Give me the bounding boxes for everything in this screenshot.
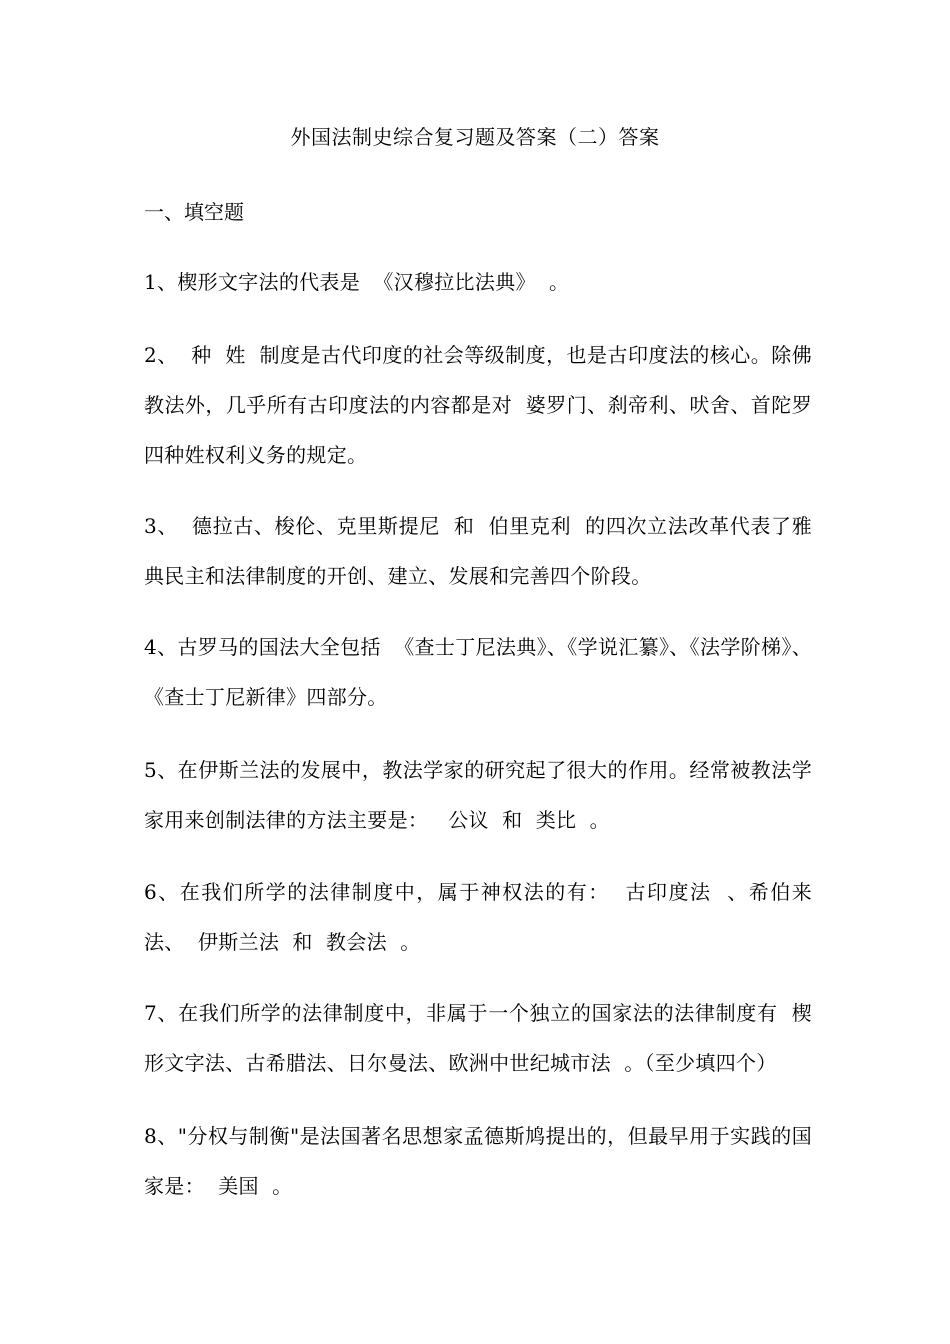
question-item-2: 2、 种 姓 制度是古代印度的社会等级制度，也是古印度法的核心。除佛教法外，几乎所有古印度法的内容都是对 婆罗门、刹帝利、吠舍、首陀罗 四种姓权利义务的规定。 [144,343,826,467]
question-item-5: 5、在伊斯兰法的发展中，教法学家的研究起了很大的作用。经常被教法学家用来创制法律的方法主要是： 公议 和 类比 。 [144,758,812,832]
question-item-1: 1、楔形文字法的代表是 《汉穆拉比法典》 。 [144,270,570,294]
question-item-3: 3、 德拉古、梭伦、克里斯提尼 和 伯里克利 的四次立法改革代表了雅典民主和法律制度的开创、建立、发展和完善四个阶段。 [144,514,812,588]
question-item-8: 8、"分权与制衡"是法国著名思想家孟德斯鸠提出的，但最早用于实践的国家是： 美国 。 [144,1124,812,1198]
question-item-4: 4、古罗马的国法大全包括 《查士丁尼法典》、《学说汇纂》、《法学阶梯》、《查士丁尼新律》四部分。 [144,635,812,709]
question-item-6: 6、在我们所学的法律制度中，属于神权法的有： 古印度法 、希伯来法、 伊斯兰法 和 教会法 。 [144,880,812,954]
document-title: 外国法制史综合复习题及答案（二）答案 [290,125,660,149]
section-heading: 一、填空题 [144,200,244,224]
question-item-7: 7、在我们所学的法律制度中，非属于一个独立的国家法的法律制度有 楔形文字法、古希腊法、日尔曼法、欧洲中世纪城市法 。（至少填四个） [144,1001,812,1075]
